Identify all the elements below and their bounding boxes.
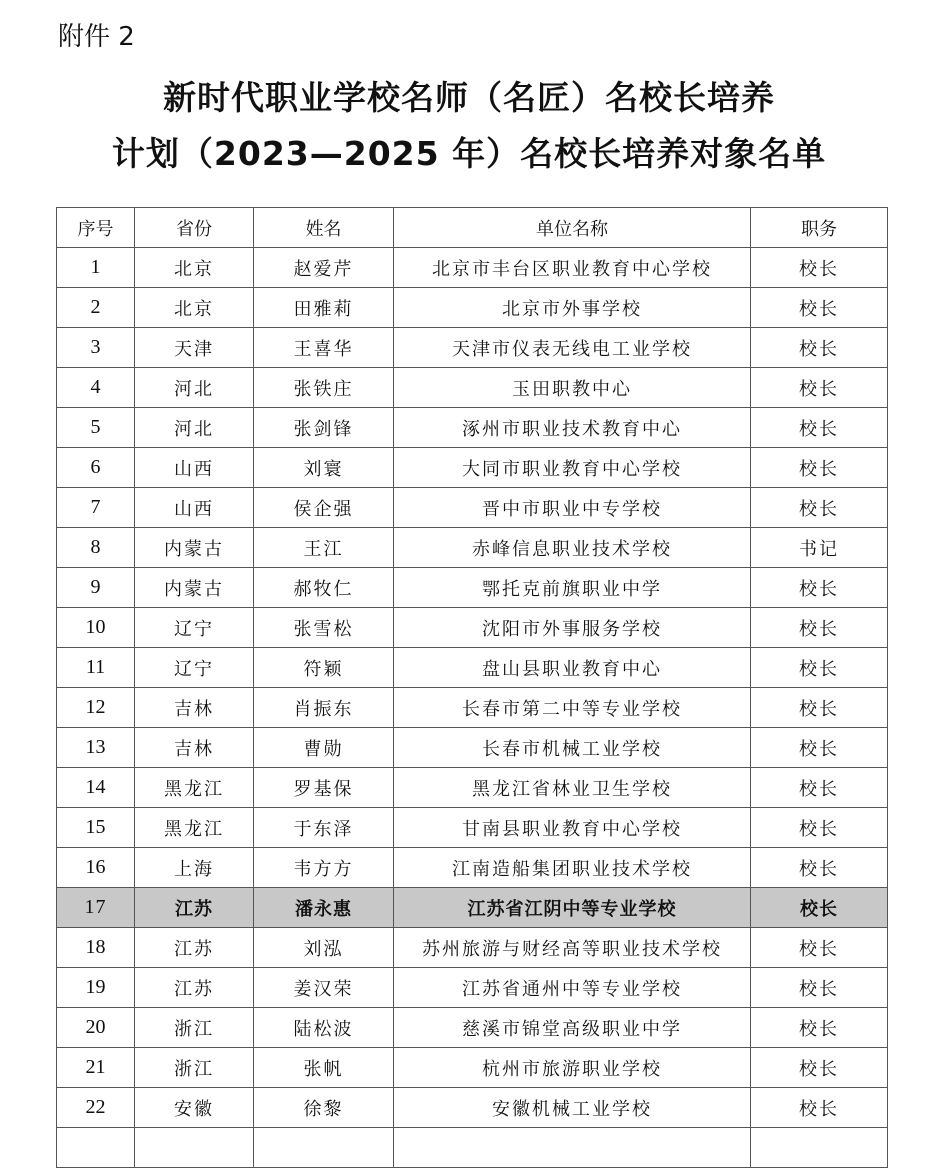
header-no: 序号 xyxy=(57,208,135,248)
cell-province: 上海 xyxy=(135,848,254,888)
cell-position: 书记 xyxy=(751,528,888,568)
cell-position: 校长 xyxy=(751,328,888,368)
cell-name: 赵爱芹 xyxy=(254,248,394,288)
cell-no: 16 xyxy=(57,848,135,888)
cell-province: 山西 xyxy=(135,488,254,528)
header-position: 职务 xyxy=(751,208,888,248)
cell-province: 河北 xyxy=(135,408,254,448)
cell-unit: 晋中市职业中专学校 xyxy=(394,488,751,528)
cell-name: 张剑锋 xyxy=(254,408,394,448)
cell-position: 校长 xyxy=(751,1008,888,1048)
cell-position: 校长 xyxy=(751,928,888,968)
cell-no: 20 xyxy=(57,1008,135,1048)
cell-province: 吉林 xyxy=(135,728,254,768)
cell-unit: 北京市丰台区职业教育中心学校 xyxy=(394,248,751,288)
cell-province: 北京 xyxy=(135,248,254,288)
cell-unit: 慈溪市锦堂高级职业中学 xyxy=(394,1008,751,1048)
cell-name: 张帆 xyxy=(254,1048,394,1088)
cell-position: 校长 xyxy=(751,248,888,288)
cell-unit: 杭州市旅游职业学校 xyxy=(394,1048,751,1088)
cell-name: 王江 xyxy=(254,528,394,568)
cell-no: 7 xyxy=(57,488,135,528)
cell-name: 姜汉荣 xyxy=(254,968,394,1008)
cell-no: 10 xyxy=(57,608,135,648)
cell-unit: 江南造船集团职业技术学校 xyxy=(394,848,751,888)
cell-unit: 玉田职教中心 xyxy=(394,368,751,408)
table-row xyxy=(57,1088,888,1128)
cell-name: 曹勋 xyxy=(254,728,394,768)
table-header-row xyxy=(57,208,888,248)
cell-name: 罗基保 xyxy=(254,768,394,808)
cell-unit: 赤峰信息职业技术学校 xyxy=(394,528,751,568)
cell-position: 校长 xyxy=(751,488,888,528)
cell-name: 刘泓 xyxy=(254,928,394,968)
table-row xyxy=(57,648,888,688)
cell-name: 符颖 xyxy=(254,648,394,688)
cell-no: 11 xyxy=(57,648,135,688)
cell-position: 校长 xyxy=(751,1088,888,1128)
table-row xyxy=(57,488,888,528)
page-title-line-2: 计划（2023—2025 年）名校长培养对象名单 xyxy=(111,134,827,173)
table-row xyxy=(57,728,888,768)
table-row xyxy=(57,448,888,488)
cell-no: 12 xyxy=(57,688,135,728)
cell-province: 河北 xyxy=(135,368,254,408)
cell-province: 江苏 xyxy=(135,928,254,968)
cell-position: 校长 xyxy=(751,728,888,768)
cell-unit: 苏州旅游与财经高等职业技术学校 xyxy=(394,928,751,968)
cell-unit: 北京市外事学校 xyxy=(394,288,751,328)
cell-name: 肖振东 xyxy=(254,688,394,728)
table-row xyxy=(57,328,888,368)
cell-empty xyxy=(57,1128,135,1168)
cell-no: 17 xyxy=(57,888,135,928)
principal-roster-table xyxy=(56,207,888,1168)
table-row-cutoff xyxy=(57,1128,888,1168)
cell-province: 浙江 xyxy=(135,1048,254,1088)
cell-unit: 江苏省江阴中等专业学校 xyxy=(394,888,751,928)
cell-position: 校长 xyxy=(751,1048,888,1088)
table-row xyxy=(57,808,888,848)
cell-no: 5 xyxy=(57,408,135,448)
cell-no: 22 xyxy=(57,1088,135,1128)
cell-province: 辽宁 xyxy=(135,648,254,688)
cell-name: 张铁庄 xyxy=(254,368,394,408)
header-province: 省份 xyxy=(135,208,254,248)
cell-name: 韦方方 xyxy=(254,848,394,888)
cell-no: 6 xyxy=(57,448,135,488)
cell-unit: 长春市第二中等专业学校 xyxy=(394,688,751,728)
cell-name: 陆松波 xyxy=(254,1008,394,1048)
cell-no: 9 xyxy=(57,568,135,608)
cell-no: 2 xyxy=(57,288,135,328)
table-row xyxy=(57,568,888,608)
cell-unit: 大同市职业教育中心学校 xyxy=(394,448,751,488)
cell-province: 江苏 xyxy=(135,888,254,928)
cell-position: 校长 xyxy=(751,888,888,928)
cell-position: 校长 xyxy=(751,448,888,488)
table-row xyxy=(57,528,888,568)
cell-empty xyxy=(135,1128,254,1168)
cell-position: 校长 xyxy=(751,688,888,728)
cell-position: 校长 xyxy=(751,768,888,808)
cell-name: 张雪松 xyxy=(254,608,394,648)
cell-no: 13 xyxy=(57,728,135,768)
cell-name: 郝牧仁 xyxy=(254,568,394,608)
cell-no: 19 xyxy=(57,968,135,1008)
cell-province: 浙江 xyxy=(135,1008,254,1048)
cell-unit: 黑龙江省林业卫生学校 xyxy=(394,768,751,808)
cell-name: 田雅莉 xyxy=(254,288,394,328)
cell-no: 1 xyxy=(57,248,135,288)
table-row xyxy=(57,688,888,728)
cell-unit: 安徽机械工业学校 xyxy=(394,1088,751,1128)
cell-empty xyxy=(751,1128,888,1168)
cell-no: 18 xyxy=(57,928,135,968)
cell-name: 侯企强 xyxy=(254,488,394,528)
table-body xyxy=(57,248,888,1168)
cell-name: 潘永惠 xyxy=(254,888,394,928)
cell-position: 校长 xyxy=(751,968,888,1008)
cell-position: 校长 xyxy=(751,368,888,408)
table-row xyxy=(57,928,888,968)
cell-province: 内蒙古 xyxy=(135,568,254,608)
table-row xyxy=(57,408,888,448)
cell-no: 3 xyxy=(57,328,135,368)
cell-name: 王喜华 xyxy=(254,328,394,368)
cell-no: 21 xyxy=(57,1048,135,1088)
table-row xyxy=(57,248,888,288)
cell-empty xyxy=(394,1128,751,1168)
cell-position: 校长 xyxy=(751,808,888,848)
cell-name: 于东泽 xyxy=(254,808,394,848)
table-row xyxy=(57,888,888,928)
cell-position: 校长 xyxy=(751,408,888,448)
header-unit: 单位名称 xyxy=(394,208,751,248)
table-row xyxy=(57,848,888,888)
cell-province: 天津 xyxy=(135,328,254,368)
cell-no: 15 xyxy=(57,808,135,848)
table-row xyxy=(57,608,888,648)
cell-position: 校长 xyxy=(751,568,888,608)
table-row xyxy=(57,368,888,408)
cell-position: 校长 xyxy=(751,288,888,328)
cell-unit: 鄂托克前旗职业中学 xyxy=(394,568,751,608)
cell-unit: 甘南县职业教育中心学校 xyxy=(394,808,751,848)
cell-position: 校长 xyxy=(751,608,888,648)
cell-province: 北京 xyxy=(135,288,254,328)
attachment-label: 附件 2 xyxy=(58,22,135,52)
cell-no: 4 xyxy=(57,368,135,408)
header-name: 姓名 xyxy=(254,208,394,248)
cell-province: 吉林 xyxy=(135,688,254,728)
cell-province: 山西 xyxy=(135,448,254,488)
cell-name: 徐黎 xyxy=(254,1088,394,1128)
table-row xyxy=(57,1008,888,1048)
cell-province: 江苏 xyxy=(135,968,254,1008)
cell-province: 内蒙古 xyxy=(135,528,254,568)
cell-province: 安徽 xyxy=(135,1088,254,1128)
cell-province: 辽宁 xyxy=(135,608,254,648)
cell-unit: 长春市机械工业学校 xyxy=(394,728,751,768)
cell-province: 黑龙江 xyxy=(135,808,254,848)
cell-no: 8 xyxy=(57,528,135,568)
cell-name: 刘寰 xyxy=(254,448,394,488)
table-row xyxy=(57,968,888,1008)
cell-no: 14 xyxy=(57,768,135,808)
table-row xyxy=(57,1048,888,1088)
cell-province: 黑龙江 xyxy=(135,768,254,808)
cell-unit: 沈阳市外事服务学校 xyxy=(394,608,751,648)
page-title-line-1: 新时代职业学校名师（名匠）名校长培养 xyxy=(163,78,775,117)
table-row xyxy=(57,288,888,328)
cell-position: 校长 xyxy=(751,648,888,688)
cell-empty xyxy=(254,1128,394,1168)
cell-unit: 盘山县职业教育中心 xyxy=(394,648,751,688)
cell-unit: 江苏省通州中等专业学校 xyxy=(394,968,751,1008)
cell-unit: 天津市仪表无线电工业学校 xyxy=(394,328,751,368)
cell-unit: 涿州市职业技术教育中心 xyxy=(394,408,751,448)
table-row xyxy=(57,768,888,808)
cell-position: 校长 xyxy=(751,848,888,888)
